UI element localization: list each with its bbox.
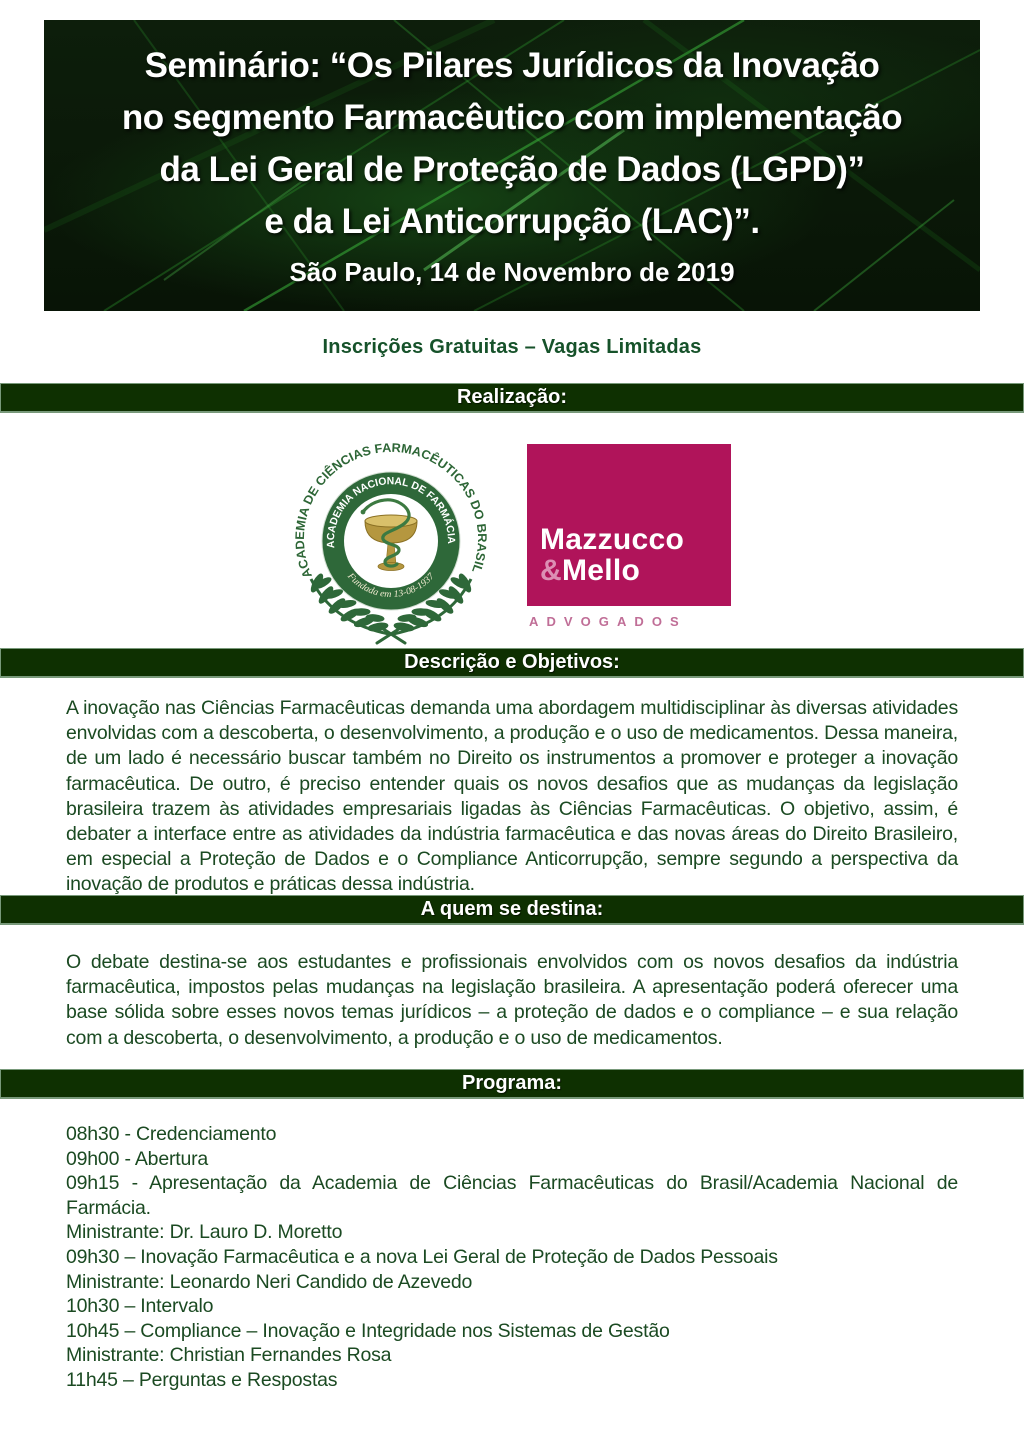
academy-founded-text: Fundada em 13-08-1937 — [345, 571, 437, 601]
program-item: 10h30 – Intervalo — [66, 1295, 214, 1318]
advogados-subtitle: ADVOGADOS — [529, 614, 687, 629]
program-item: 09h00 - Abertura — [66, 1147, 209, 1170]
organizers-logos-row — [0, 437, 1024, 645]
mazzucco-wordmark-line1: Mazzucco — [540, 523, 685, 556]
mazzucco-wordmark-line2 — [540, 555, 731, 586]
paragraph-descricao: A inovação nas Ciências Farmacêuticas demanda uma abordagem multidisciplinar às diversas atividades envolvidas com a descoberta, o desenvolvimento, a produção e o uso de medicamentos. Dessa maneira, de um lado é necessário buscar também no Direito os instrumentos a promover e proteger a inovação farmacêutica. De outro, é preciso entender quais os novos desafios que as mudanças da legislação brasileira trazem às atividades empresariais ligadas às Ciências Farmacêuticas. O objetivo, assim, é debater a interface entre as atividades da indústria farmacêutica e das novas áreas do Direito Brasileiro, em especial a Proteção de Dados e o Compliance Anticorrupção, sempre segundo a perspectiva da inovação de produtos e práticas dessa indústria. — [66, 697, 958, 896]
program-item: 09h30 – Inovação Farmacêutica e a nova Lei Geral de Proteção de Dados Pessoais — [66, 1245, 778, 1268]
program-item: 08h30 - Credenciamento — [66, 1123, 277, 1145]
program-schedule-list — [66, 1122, 958, 1393]
program-item: Ministrante: Dr. Lauro D. Moretto — [66, 1221, 343, 1244]
banner-date-location: São Paulo, 14 de Novembro de 2019 — [289, 257, 735, 287]
program-item: 11h45 – Perguntas e Respostas — [66, 1368, 338, 1391]
banner-title-line-3: da Lei Geral de Proteção de Dados (LGPD)” — [159, 150, 865, 189]
paragraph-destina: O debate destina-se aos estudantes e profissionais envolvidos com os novos desafios da indústria farmacêutica, impostos pelas mudanças na legislação brasileira. A apresentação poderá oferecer uma base sólida sobre esses novos temas jurídicos – a proteção de dados e o compliance – e sua relação com a descoberta, o desenvolvimento, a produção e o uso de medicamentos. — [66, 951, 958, 1049]
academy-ring-text: ACADEMIA NACIONAL DE FARMÁCIA — [324, 475, 458, 549]
banner-title-line-4: e da Lei Anticorrupção (LAC)”. — [264, 202, 760, 241]
section-bar-programa: Programa: — [0, 1069, 1024, 1099]
section-bar-realizacao: Realização: — [0, 383, 1024, 413]
academy-outer-curved-text: ACADEMIA DE CIÊNCIAS FARMACÊUTICAS DO BRASIL — [293, 440, 489, 581]
mello-text: Mello — [561, 554, 641, 587]
ampersand-glyph: & — [540, 554, 562, 587]
program-item: Ministrante: Leonardo Neri Candido de Azevedo — [66, 1270, 473, 1293]
program-item: 10h45 – Compliance – Inovação e Integridade nos Sistemas de Gestão — [66, 1319, 670, 1342]
mazzucco-magenta-square — [527, 444, 731, 606]
academy-seal-logo — [293, 437, 489, 645]
section-bar-destina: A quem se destina: — [0, 895, 1024, 925]
program-item: Ministrante: Christian Fernandes Rosa — [66, 1344, 392, 1367]
seminar-banner — [44, 20, 980, 311]
program-item: 09h15 - Apresentação da Academia de Ciências Farmacêuticas do Brasil/Academia Nacional de Farmácia. — [66, 1172, 958, 1219]
banner-title-line-2: no segmento Farmacêutico com implementação — [121, 98, 903, 137]
banner-title — [44, 20, 980, 288]
registration-notice: Inscrições Gratuitas – Vagas Limitadas — [322, 336, 702, 358]
banner-title-line-1: Seminário: “Os Pilares Jurídicos da Inovação — [144, 46, 880, 85]
mazzucco-mello-logo — [527, 444, 731, 629]
section-bar-descricao: Descrição e Objetivos: — [0, 648, 1024, 678]
